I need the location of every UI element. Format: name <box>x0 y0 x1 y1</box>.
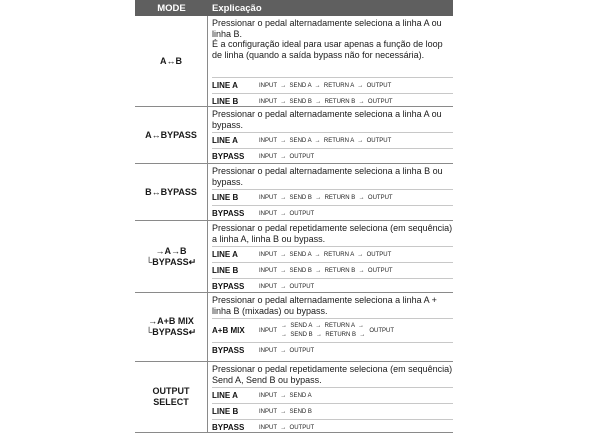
header-mode: MODE <box>157 2 186 14</box>
signal-line: LINE A INPUT → SEND A → RETURN A → OUTPUT <box>212 246 453 262</box>
mix-signal-line: A+B MIX INPUT → SEND A → RETURN A → → SEND B → RETURN B → OUTPUT <box>212 318 453 342</box>
table-row <box>135 221 453 293</box>
signal-line: BYPASS INPUT → OUTPUT <box>212 205 453 221</box>
signal-line: LINE A INPUT → SEND A → RETURN A → OUTPUT <box>212 132 453 148</box>
table-row <box>135 293 453 362</box>
mode-description: Pressionar o pedal alternadamente seleciona a linha A ou linha B. É a configuração ideal para usar apenas a função de loop de linha (quando a saída bypass não for necessária). <box>212 18 443 60</box>
mode-description: Pressionar o pedal alternadamente seleciona a linha B ou bypass. <box>212 166 443 187</box>
signal-line: BYPASS INPUT → OUTPUT <box>212 419 453 435</box>
explanation-cell <box>208 107 453 163</box>
mode-cell <box>135 221 208 292</box>
table-row <box>135 164 453 221</box>
table-row <box>135 16 453 107</box>
signal-line: LINE A INPUT → SEND A <box>212 387 453 403</box>
explanation-cell <box>208 293 453 361</box>
explanation-cell <box>208 16 453 106</box>
signal-line: BYPASS INPUT → OUTPUT <box>212 278 453 294</box>
header-explanation: Explicação <box>212 2 262 14</box>
mode-description: Pressionar o pedal alternadamente seleciona a linha A + linha B (mixadas) ou bypass. <box>212 295 437 316</box>
mode-table <box>135 0 453 433</box>
signal-line: BYPASS INPUT → OUTPUT <box>212 148 453 164</box>
signal-line: LINE A INPUT → SEND A → RETURN A → OUTPUT <box>212 77 453 93</box>
signal-line: LINE B INPUT → SEND B <box>212 403 453 419</box>
table-row <box>135 362 453 433</box>
mix-mode-symbol: →A+B MIX └BYPASS↵ <box>145 316 197 337</box>
mode-cell: A↔BYPASS <box>135 107 208 163</box>
table-row <box>135 107 453 164</box>
signal-line: LINE B INPUT → SEND B → RETURN B → OUTPUT <box>212 93 453 109</box>
explanation-cell <box>208 362 453 432</box>
mode-cell: OUTPUT SELECT <box>135 362 208 432</box>
table-header <box>135 0 453 16</box>
mode-description: Pressionar o pedal alternadamente seleciona a linha A ou bypass. <box>212 109 442 130</box>
explanation-cell <box>208 221 453 292</box>
mode-description: Pressionar o pedal repetidamente seleciona (em sequência) Send A, Send B ou bypass. <box>212 364 453 385</box>
mode-cell: A↔B <box>135 16 208 106</box>
mode-cell <box>135 293 208 361</box>
explanation-cell <box>208 164 453 220</box>
loop-mode-symbol: →A→B └BYPASS↵ <box>145 245 197 267</box>
mode-cell: B↔BYPASS <box>135 164 208 220</box>
signal-line: LINE B INPUT → SEND B → RETURN B → OUTPUT <box>212 189 453 205</box>
mode-description: Pressionar o pedal repetidamente seleciona (em sequência) a linha A, linha B ou bypass. <box>212 223 453 244</box>
signal-line: LINE B INPUT → SEND B → RETURN B → OUTPUT <box>212 262 453 278</box>
signal-line: BYPASS INPUT → OUTPUT <box>212 342 453 358</box>
